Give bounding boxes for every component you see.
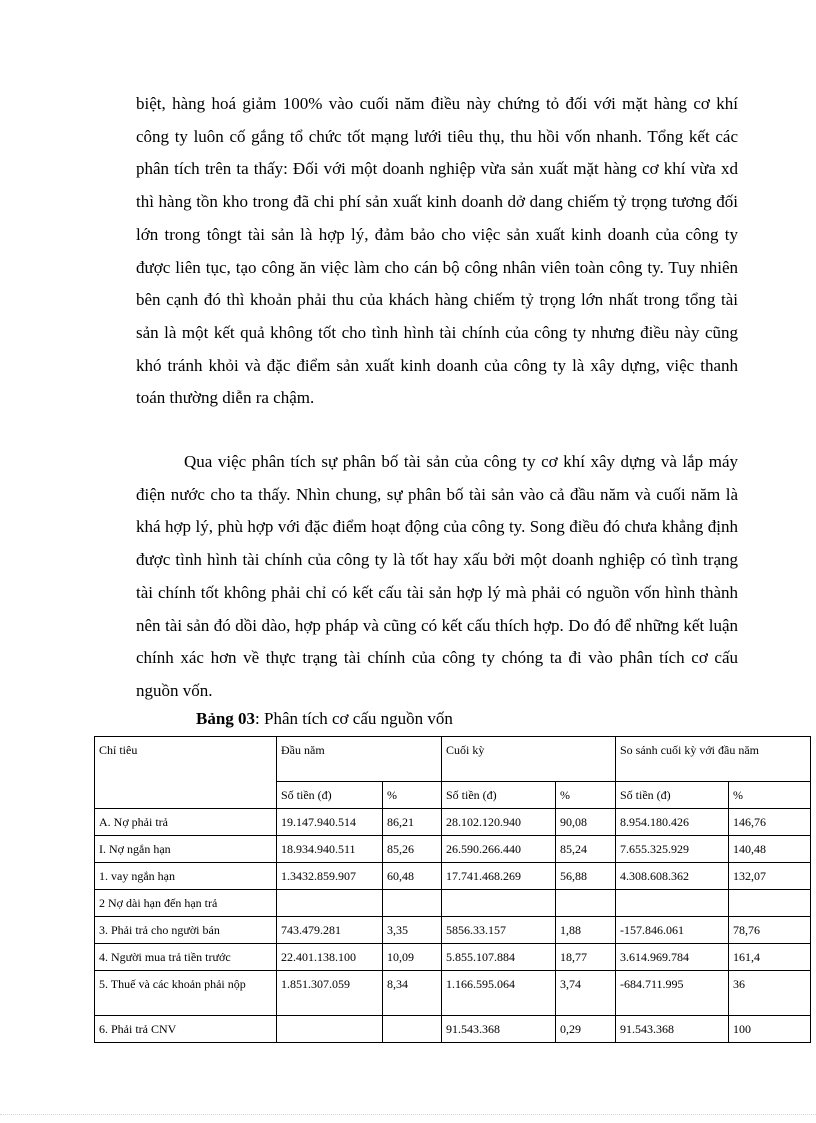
table-caption-label: Bảng 03 <box>196 709 256 728</box>
value-cell: 0,29 <box>556 1016 616 1043</box>
value-cell <box>616 890 729 917</box>
value-cell: 36 <box>729 971 811 1016</box>
value-cell: 26.590.266.440 <box>442 836 556 863</box>
value-cell <box>729 890 811 917</box>
paragraph-2: Qua việc phân tích sự phân bố tài sản của công ty cơ khí xây dựng và lắp máy điện nước cho ta thấy. Nhìn chung, sự phân bố tài sản vào cả đầu năm và cuối năm là khá hợp lý, phù hợp với đặc điểm hoạt động của công ty. Song điều đó chưa khẳng định được tình hình tài chính của công ty là tốt hay xấu bởi một doanh nghiệp có tình trạng tài chính tốt không phải chỉ có kết cấu tài sản hợp lý mà phải có nguồn vốn hình thành nên tài sản đó dồi dào, hợp pháp và cũng có kết cấu thích hợp. Do đó để những kết luận chính xác hơn về thực trạng tài chính của công ty chóng ta đi vào phân tích cơ cấu nguồn vốn. <box>136 452 738 700</box>
table-row <box>95 1016 811 1043</box>
value-cell: 743.479.281 <box>277 917 383 944</box>
value-cell: 86,21 <box>383 809 442 836</box>
value-cell: 5.855.107.884 <box>442 944 556 971</box>
row-label-cell: 3. Phải trả cho người bán <box>95 917 277 944</box>
value-cell: 17.741.468.269 <box>442 863 556 890</box>
value-cell: 1.166.595.064 <box>442 971 556 1016</box>
table-row <box>95 944 811 971</box>
header-dau-nam: Đầu năm <box>277 737 442 782</box>
capital-structure-table <box>94 736 811 1043</box>
value-cell: 1,88 <box>556 917 616 944</box>
value-cell: 18.934.940.511 <box>277 836 383 863</box>
value-cell: 132,07 <box>729 863 811 890</box>
value-cell: 146,76 <box>729 809 811 836</box>
value-cell: 3,74 <box>556 971 616 1016</box>
value-cell: 3.614.969.784 <box>616 944 729 971</box>
table-row <box>95 836 811 863</box>
header-so-tien-cuoi-ky: Số tiền (đ) <box>442 782 556 809</box>
value-cell: 85,26 <box>383 836 442 863</box>
table-row <box>95 863 811 890</box>
value-cell: 8.954.180.426 <box>616 809 729 836</box>
header-so-tien-so-sanh: Số tiền (đ) <box>616 782 729 809</box>
table-header-row-1 <box>95 737 811 782</box>
paragraph-1: biệt, hàng hoá giảm 100% vào cuối năm điều này chứng tỏ đối với mặt hàng cơ khí công ty luôn cố gắng tổ chức tốt mạng lưới tiêu thụ, thu hồi vốn nhanh. Tổng kết các phân tích trên ta thấy: Đối với một doanh nghiệp vừa sản xuất mặt hàng cơ khí vừa xd thì hàng tồn kho trong đã chi phí sản xuất kinh doanh dở dang chiếm tỷ trọng tương đối lớn trong tôngt tài sản là hợp lý, đảm bảo cho việc sản xuất kinh doanh của công ty được liên tục, tạo công ăn việc làm cho cán bộ công nhân viên toàn công ty. Tuy nhiên bên cạnh đó thì khoản phải thu của khách hàng chiếm tỷ trọng lớn nhất trong tổng tài sản là một kết quả không tốt cho tình hình tài chính của công ty nhưng điều này cũng khó tránh khỏi và đặc điểm sản xuất kinh doanh của công ty là xây dựng, việc thanh toán thường diễn ra chậm. <box>136 94 738 408</box>
table-row <box>95 971 811 1016</box>
value-cell: 10,09 <box>383 944 442 971</box>
header-pct-so-sanh: % <box>729 782 811 809</box>
row-label-cell: 6. Phải trả CNV <box>95 1016 277 1043</box>
value-cell: 90,08 <box>556 809 616 836</box>
value-cell: 161,4 <box>729 944 811 971</box>
value-cell: 140,48 <box>729 836 811 863</box>
header-so-sanh: So sánh cuối kỳ với đầu năm <box>616 737 811 782</box>
value-cell: 56,88 <box>556 863 616 890</box>
header-cuoi-ky: Cuối kỳ <box>442 737 616 782</box>
value-cell: 28.102.120.940 <box>442 809 556 836</box>
value-cell: 18,77 <box>556 944 616 971</box>
value-cell: 1.851.307.059 <box>277 971 383 1016</box>
table-caption <box>196 706 453 732</box>
value-cell: -157.846.061 <box>616 917 729 944</box>
value-cell <box>383 890 442 917</box>
value-cell: 60,48 <box>383 863 442 890</box>
row-label-cell: I. Nợ ngắn hạn <box>95 836 277 863</box>
value-cell: 8,34 <box>383 971 442 1016</box>
value-cell: 5856.33.157 <box>442 917 556 944</box>
value-cell: 3,35 <box>383 917 442 944</box>
value-cell: 7.655.325.929 <box>616 836 729 863</box>
value-cell: 1.3432.859.907 <box>277 863 383 890</box>
value-cell: 91.543.368 <box>616 1016 729 1043</box>
value-cell: 85,24 <box>556 836 616 863</box>
value-cell <box>277 890 383 917</box>
value-cell <box>277 1016 383 1043</box>
table-body <box>95 809 811 1043</box>
header-pct-dau-nam: % <box>383 782 442 809</box>
value-cell <box>556 890 616 917</box>
table-caption-text: : Phân tích cơ cấu nguồn vốn <box>255 709 453 728</box>
header-pct-cuoi-ky: % <box>556 782 616 809</box>
value-cell: -684.711.995 <box>616 971 729 1016</box>
value-cell: 19.147.940.514 <box>277 809 383 836</box>
value-cell: 22.401.138.100 <box>277 944 383 971</box>
page-bottom-divider <box>0 1114 816 1115</box>
header-chi-tieu: Chỉ tiêu <box>95 737 277 809</box>
row-label-cell: A. Nợ phải trả <box>95 809 277 836</box>
value-cell: 91.543.368 <box>442 1016 556 1043</box>
table-row <box>95 917 811 944</box>
value-cell <box>442 890 556 917</box>
row-label-cell: 1. vay ngắn hạn <box>95 863 277 890</box>
header-so-tien-dau-nam: Số tiền (đ) <box>277 782 383 809</box>
row-label-cell: 4. Người mua trả tiền trước <box>95 944 277 971</box>
row-label-cell: 2 Nợ dài hạn đến hạn trả <box>95 890 277 917</box>
value-cell: 100 <box>729 1016 811 1043</box>
value-cell: 4.308.608.362 <box>616 863 729 890</box>
value-cell <box>383 1016 442 1043</box>
table-row <box>95 809 811 836</box>
row-label-cell: 5. Thuế và các khoản phải nộp <box>95 971 277 1016</box>
value-cell: 78,76 <box>729 917 811 944</box>
table-row <box>95 890 811 917</box>
